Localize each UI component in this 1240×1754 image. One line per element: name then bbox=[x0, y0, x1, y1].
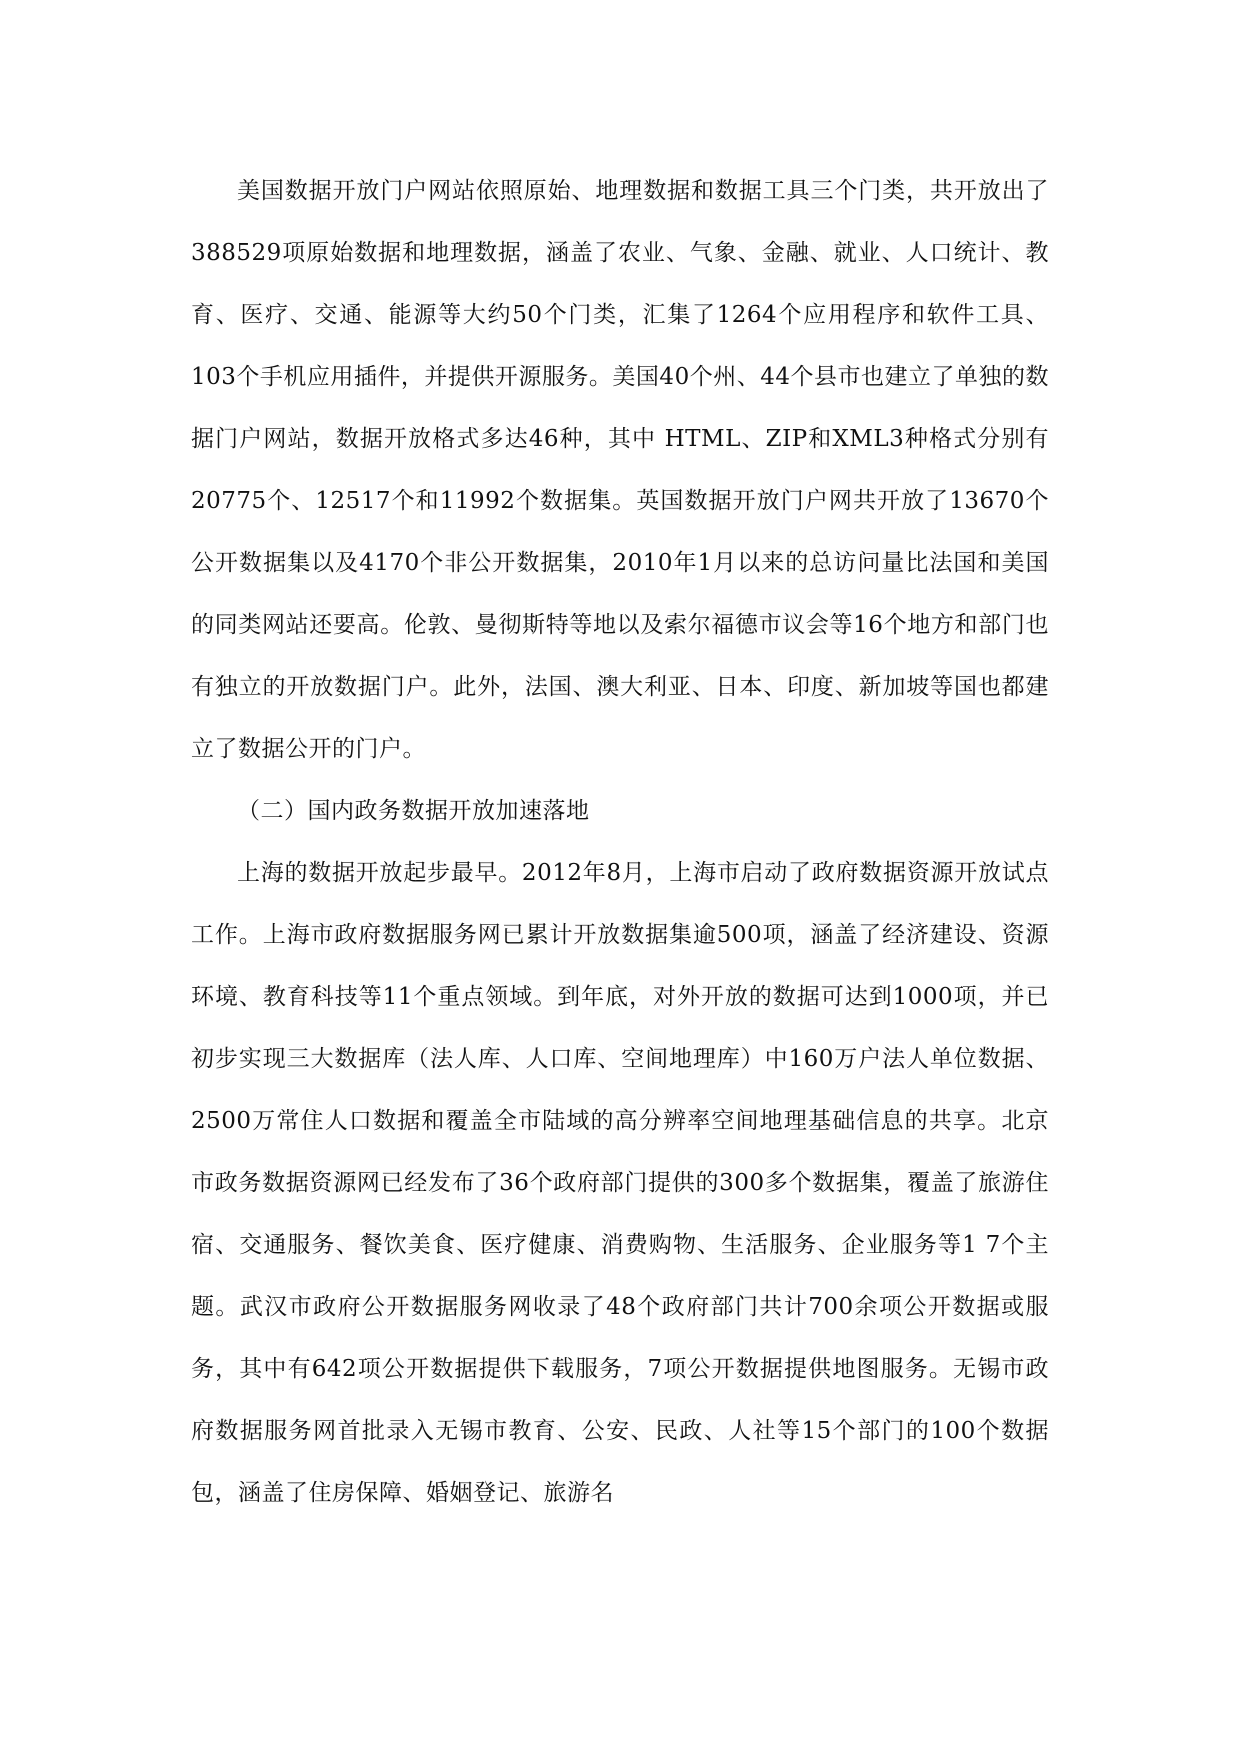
paragraph-us-uk-open-data: 美国数据开放门户网站依照原始、地理数据和数据工具三个门类，共开放出了388529项原始数据和地理数据，涵盖了农业、气象、金融、就业、人口统计、教育、医疗、交通、能源等大约50个门类，汇集了1264个应用程序和软件工具、103个手机应用插件，并提供开源服务。美国40个州、44个县市也建立了单独的数据门户网站，数据开放格式多达46种，其中 HTML、ZIP和XML3种格式分别有20775个、12517个和11992个数据集。英国数据开放门户网共开放了13670个公开数据集以及4170个非公开数据集，2010年1月以来的总访问量比法国和美国的同类网站还要高。伦敦、曼彻斯特等地以及索尔福德市议会等16个地方和部门也有独立的开放数据门户。此外，法国、澳大利亚、日本、印度、新加坡等国也都建立了数据公开的门户。 bbox=[191, 178, 1049, 762]
paragraph-domestic-open-data: 上海的数据开放起步最早。2012年8月，上海市启动了政府数据资源开放试点工作。上海市政府数据服务网已累计开放数据集逾500项，涵盖了经济建设、资源环境、教育科技等11个重点领域。到年底，对外开放的数据可达到1000项，并已初步实现三大数据库（法人库、人口库、空间地理库）中160万户法人单位数据、2500万常住人口数据和覆盖全市陆域的高分辨率空间地理基础信息的共享。北京市政务数据资源网已经发布了36个政府部门提供的300多个数据集，覆盖了旅游住宿、交通服务、餐饮美食、医疗健康、消费购物、生活服务、企业服务等1 7个主题。武汉市政府公开数据服务网收录了48个政府部门共计700余项公开数据或服务，其中有642项公开数据提供下载服务，7项公开数据提供地图服务。无锡市政府数据服务网首批录入无锡市教育、公安、民政、人社等15个部门的100个数据包，涵盖了住房保障、婚姻登记、旅游名 bbox=[191, 860, 1049, 1506]
page-content bbox=[191, 160, 1049, 1524]
section-heading-domestic-open-data: （二）国内政务数据开放加速落地 bbox=[237, 798, 590, 824]
